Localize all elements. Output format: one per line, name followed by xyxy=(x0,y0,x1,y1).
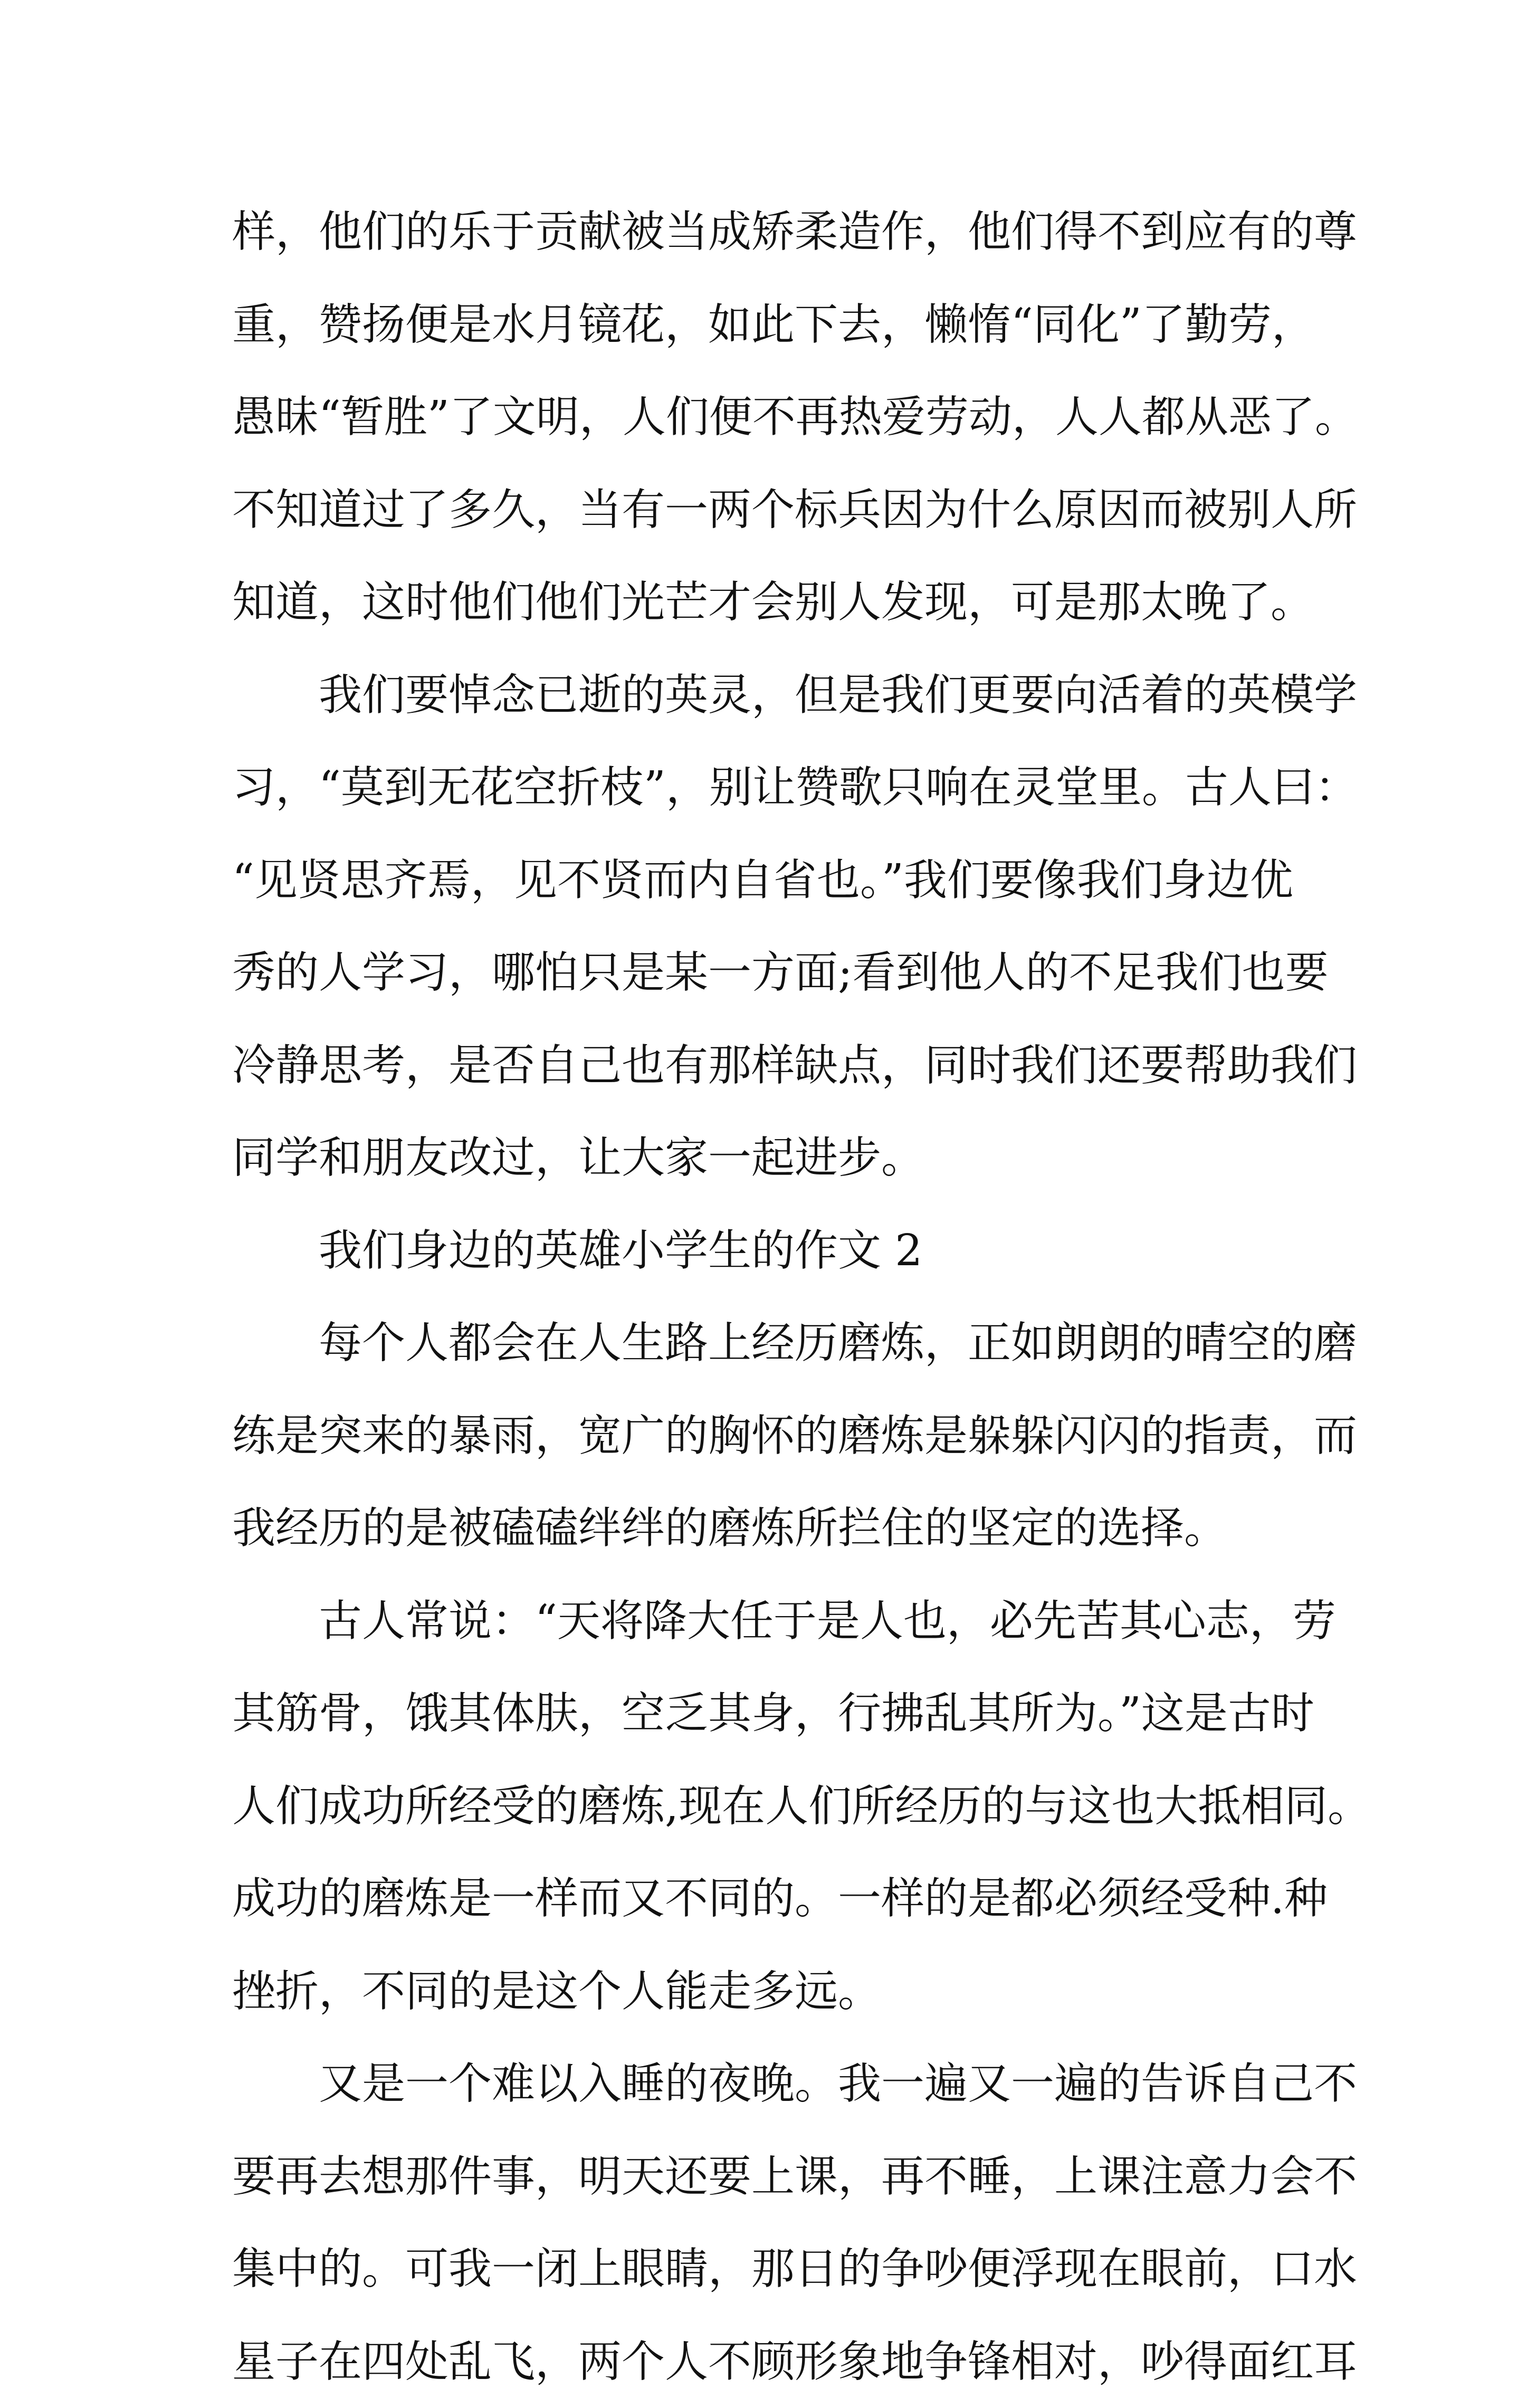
text-line: 愚昧“暂胜”了文明，人们便不再热爱劳动，人人都从恶了。 xyxy=(232,371,1319,464)
text-line: 我经历的是被磕磕绊绊的磨炼所拦住的坚定的选择。 xyxy=(232,1482,1319,1575)
text-line: 习，“莫到无花空折枝”，别让赞歌只响在灵堂里。古人曰： xyxy=(232,741,1319,834)
text-line: 挫折，不同的是这个人能走多远。 xyxy=(232,1945,1319,2038)
text-line: 成功的磨炼是一样而又不同的。一样的是都必须经受种.种 xyxy=(232,1852,1319,1945)
text-line: 同学和朋友改过，让大家一起进步。 xyxy=(232,1112,1319,1205)
text-line: 我们要悼念已逝的英灵，但是我们更要向活着的英模学 xyxy=(232,649,1319,742)
text-line: 星子在四处乱飞，两个人不顾形象地争锋相对，吵得面红耳 xyxy=(232,2316,1319,2408)
text-line: 不知道过了多久，当有一两个标兵因为什么原因而被别人所 xyxy=(232,464,1319,557)
text-line: 知道，这时他们他们光芒才会别人发现，可是那太晚了。 xyxy=(232,556,1319,649)
text-line: 其筋骨，饿其体肤，空乏其身，行拂乱其所为。”这是古时 xyxy=(232,1667,1319,1760)
document-body xyxy=(232,186,1319,2408)
text-line: 重，赞扬便是水月镜花，如此下去，懒惰“同化”了勤劳， xyxy=(232,279,1319,371)
text-line: 又是一个难以入睡的夜晚。我一遍又一遍的告诉自己不 xyxy=(232,2038,1319,2130)
text-line: 集中的。可我一闭上眼睛，那日的争吵便浮现在眼前，口水 xyxy=(232,2223,1319,2316)
text-line: 秀的人学习，哪怕只是某一方面;看到他人的不足我们也要 xyxy=(232,926,1319,1019)
text-line: 每个人都会在人生路上经历磨炼，正如朗朗的晴空的磨 xyxy=(232,1297,1319,1390)
text-line: “见贤思齐焉，见不贤而内自省也。”我们要像我们身边优 xyxy=(232,834,1319,927)
text-line: 我们身边的英雄小学生的作文 2 xyxy=(232,1205,1319,1297)
text-line: 要再去想那件事，明天还要上课，再不睡，上课注意力会不 xyxy=(232,2130,1319,2223)
text-line: 冷静思考，是否自己也有那样缺点，同时我们还要帮助我们 xyxy=(232,1019,1319,1112)
text-line: 练是突来的暴雨，宽广的胸怀的磨炼是躲躲闪闪的指责，而 xyxy=(232,1390,1319,1483)
text-line: 古人常说：“天将降大任于是人也，必先苦其心志，劳 xyxy=(232,1575,1319,1668)
text-line: 人们成功所经受的磨炼,现在人们所经历的与这也大抵相同。 xyxy=(232,1760,1319,1853)
text-line: 样，他们的乐于贡献被当成矫柔造作，他们得不到应有的尊 xyxy=(232,186,1319,279)
